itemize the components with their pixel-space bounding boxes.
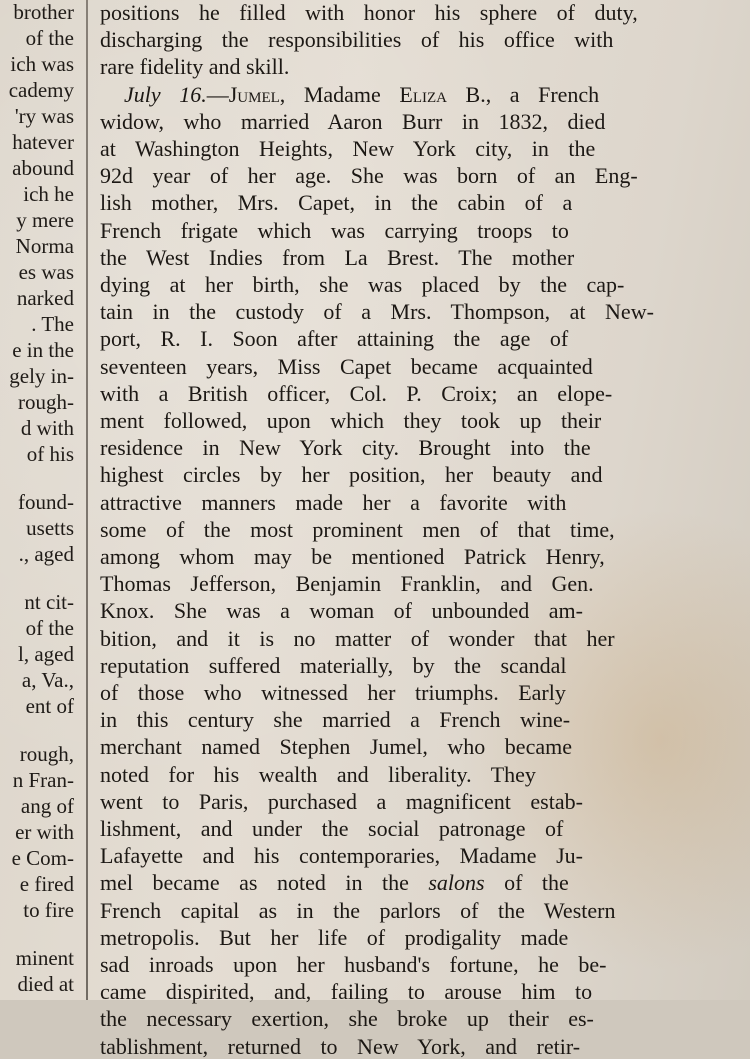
body-line: reputation suffered materially, by the scandal xyxy=(100,652,567,678)
left-fragment-line: er with xyxy=(15,820,74,844)
body-line: among whom may be mentioned Patrick Henry, xyxy=(100,544,605,569)
entry-dash: — xyxy=(206,81,229,107)
closing-line: French capital as in the parlors of the Western xyxy=(100,897,616,923)
left-fragment-line: ent of xyxy=(25,694,74,718)
left-fragment-line: a, Va., xyxy=(21,668,74,692)
left-fragment-line: 'ry was xyxy=(14,104,74,128)
entry-tail: , a French xyxy=(485,81,600,107)
body-line: residence in New York city. Brought into the xyxy=(100,435,591,461)
left-fragment-line: of the xyxy=(25,26,74,50)
body-line: tain in the custody of a Mrs. Thompson, at New- xyxy=(100,299,654,325)
entry-given-name: Eliza B. xyxy=(399,81,486,107)
body-line: highest circles by her position, her beauty and xyxy=(100,462,603,488)
body-line: widow, who married Aaron Burr in 1832, died xyxy=(100,108,606,134)
body-line: noted for his wealth and liberality. They xyxy=(100,761,536,787)
closing-line: came dispirited, and, failing to arouse him to xyxy=(100,979,593,1005)
left-fragment-line: abound xyxy=(12,156,74,180)
left-fragment-line: ich he xyxy=(23,182,74,206)
left-fragment-line: to fire xyxy=(23,898,74,922)
left-fragment-line: nt cit- xyxy=(24,590,74,614)
entry-date: July 16. xyxy=(124,81,207,107)
left-fragment-line: e in the xyxy=(12,338,74,362)
left-column-fragments xyxy=(0,0,78,1000)
closing-line: metropolis. But her life of prodigality made xyxy=(100,924,569,950)
left-fragment-line: d with xyxy=(20,416,74,440)
left-fragment-line: ich was xyxy=(10,52,74,76)
body-line: 92d year of her age. She was born of an Eng- xyxy=(100,163,638,189)
left-fragment-line: es was xyxy=(18,260,74,284)
body-line: merchant named Stephen Jumel, who became xyxy=(100,734,572,760)
left-fragment-line: found- xyxy=(18,490,74,514)
left-fragment-line: y mere xyxy=(16,208,74,232)
left-fragment-line: gely in- xyxy=(9,364,74,388)
left-fragment-line: ., aged xyxy=(18,542,74,566)
body-line: some of the most prominent men of that time, xyxy=(100,516,615,542)
left-fragment-line: brother xyxy=(13,0,74,24)
left-fragment-line: rough, xyxy=(19,742,74,766)
intro-line: positions he filled with honor his sphere of duty, xyxy=(100,0,638,25)
body-line: attractive manners made her a favorite with xyxy=(100,489,567,515)
left-fragment-line: cademy xyxy=(8,78,74,102)
intro-line: rare fidelity and skill. xyxy=(100,54,290,80)
intro-line: discharging the responsibilities of his office with xyxy=(100,27,614,53)
body-line: with a British officer, Col. P. Croix; an elope- xyxy=(100,380,613,406)
body-line: in this century she married a French wine- xyxy=(100,707,571,733)
left-fragment-line: narked xyxy=(16,286,74,310)
left-fragment-line: Norma xyxy=(15,234,74,258)
body-line: lishment, and under the social patronage of xyxy=(100,816,564,841)
left-fragment-line: ang of xyxy=(20,794,74,818)
body-line: Lafayette and his contemporaries, Madame Ju- xyxy=(100,843,583,869)
left-fragment-line: usetts xyxy=(26,516,74,540)
salons-italic: salons xyxy=(428,870,485,896)
body-line: Knox. She was a woman of unbounded am- xyxy=(100,598,583,624)
closing-line: sad inroads upon her husband's fortune, he be- xyxy=(100,952,607,977)
left-fragment-line: of the xyxy=(25,616,74,640)
body-line: dying at her birth, she was placed by the cap- xyxy=(100,272,625,297)
body-line: the West Indies from La Brest. The mother xyxy=(100,244,575,270)
body-line: ment followed, upon which they took up their xyxy=(100,408,602,433)
left-fragment-line: n Fran- xyxy=(12,768,74,792)
article-column xyxy=(100,0,740,1059)
left-fragment-line: hatever xyxy=(12,130,74,154)
obituary-entry-heading xyxy=(100,81,600,107)
salons-before: mel became as noted in the xyxy=(100,870,429,896)
left-fragment-line: . The xyxy=(31,312,74,336)
left-fragment-line: minent xyxy=(15,946,74,970)
body-line: Thomas Jefferson, Benjamin Franklin, and Gen. xyxy=(100,571,594,597)
left-fragment-line: rough- xyxy=(18,390,74,414)
body-line: of those who witnessed her triumphs. Early xyxy=(100,680,566,705)
left-fragment-line: died at xyxy=(17,972,74,996)
left-fragment-line: e fired xyxy=(19,872,74,896)
left-fragment-line: of his xyxy=(26,442,74,466)
left-fragment-line: e Com- xyxy=(11,846,74,870)
body-line-salons xyxy=(100,872,569,894)
entry-name-rest: , Madame xyxy=(279,81,400,107)
body-line: seventeen years, Miss Capet became acquainted xyxy=(100,353,593,379)
column-rule xyxy=(86,0,88,1000)
entry-surname: Jumel xyxy=(228,81,280,107)
closing-line: tablishment, returned to New York, and retir- xyxy=(100,1033,581,1059)
body-line: French frigate which was carrying troops to xyxy=(100,217,569,243)
closing-line: the necessary exertion, she broke up their es- xyxy=(100,1006,594,1032)
salons-after: of the xyxy=(484,870,569,896)
body-line: bition, and it is no matter of wonder that her xyxy=(100,625,615,651)
body-line: at Washington Heights, New York city, in the xyxy=(100,136,596,161)
body-line: port, R. I. Soon after attaining the age of xyxy=(100,326,569,352)
body-line: lish mother, Mrs. Capet, in the cabin of a xyxy=(100,190,573,216)
body-line: went to Paris, purchased a magnificent estab- xyxy=(100,788,583,814)
left-fragment-line: l, aged xyxy=(18,642,74,666)
